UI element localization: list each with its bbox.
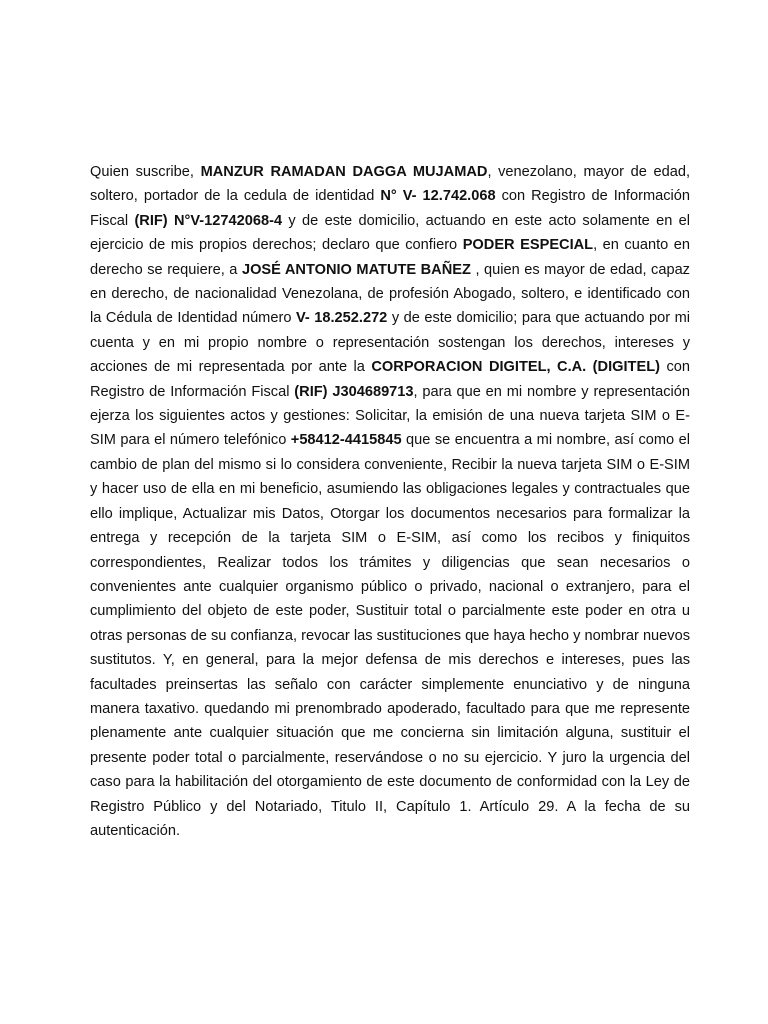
text-segment: , quien es mayor de edad, capaz en derecho, de nacionalidad Venezolana, de profesión Abogado, soltero, e identificado con la Cédula de Identidad número — [90, 261, 690, 327]
text-segment: , venezolano, mayor de edad, soltero, portador de la cedula de identidad — [90, 164, 691, 205]
text-segment: y de este domicilio, actuando en este acto solamente en el ejercicio de mis propios derechos; declaro que confiero — [90, 212, 690, 254]
text-segment: y de este domicilio; para que actuando por mi cuenta y en mi propio nombre o representación sostengan los derechos, intereses y acciones de mi representada por ante la — [90, 310, 690, 376]
bold-text-segment: N° V- 12.742.068 — [380, 188, 496, 205]
bold-text-segment: CORPORACION DIGITEL, C.A. (DIGITEL) — [371, 359, 660, 376]
power-of-attorney-paragraph — [90, 160, 690, 843]
text-segment: , para que en mi nombre y representación ejerza los siguientes actos y gestiones: Solicitar, la emisión de una nueva tarjeta SIM o E-SIM para el número telefónico — [90, 383, 690, 449]
text-segment: que se encuentra a mi nombre, así como el cambio de plan del mismo si lo considera conveniente, Recibir la nueva tarjeta SIM o E-SIM y hacer uso de ella en mi beneficio, asumiendo las obligaciones legales y contractuales que ello implique, Actualizar mis Datos, Otorgar los documentos necesarios para formalizar la entrega y recepción de la tarjeta SIM o E-SIM, así como los recibos y finiquitos correspondientes, Realizar todos los trámites y diligencias que sean necesarios o convenientes ante cualquier organismo público o privado, nacional o extranjero, para el cumplimiento del objeto de este poder, Sustituir total o parcialmente este poder en otra u otras personas de su confianza, revocar las sustituciones que haya hecho y nombrar nuevos sustitutos. Y, en general, para la mejor defensa de mis derechos e intereses, pues las facultades preinsertas las señalo con carácter simplemente enunciativo y de ninguna manera taxativo. quedando mi prenombrado apoderado, facultado para que me represente plenamente ante cualquier situación que me concierna sin limitación alguna, sustituir el presente poder total o parcialmente, reservándose o no su ejercicio. Y juro la urgencia del caso para la habilitación del otorgamiento de este documento de conformidad con la Ley de Registro Público y del Notariado, Titulo II, Capítulo 1. Artículo 29. A la fecha de su autenticación. — [90, 432, 690, 839]
bold-text-segment: (RIF) J304689713 — [294, 383, 414, 400]
text-segment: , en cuanto en derecho se requiere, a — [90, 237, 691, 278]
bold-text-segment: PODER ESPECIAL — [462, 237, 594, 254]
text-segment: Quien suscribe, — [90, 164, 201, 180]
bold-text-segment: MANZUR RAMADAN DAGGA MUJAMAD — [200, 164, 488, 180]
text-segment: con Registro de Información Fiscal — [90, 188, 690, 229]
text-segment: con Registro de Información Fiscal — [90, 359, 690, 400]
bold-text-segment: (RIF) N°V-12742068-4 — [134, 212, 283, 229]
bold-text-segment: V- 18.252.272 — [295, 310, 388, 327]
bold-text-segment: JOSÉ ANTONIO MATUTE BAÑEZ — [241, 261, 471, 278]
bold-text-segment: +58412-4415845 — [290, 432, 402, 449]
